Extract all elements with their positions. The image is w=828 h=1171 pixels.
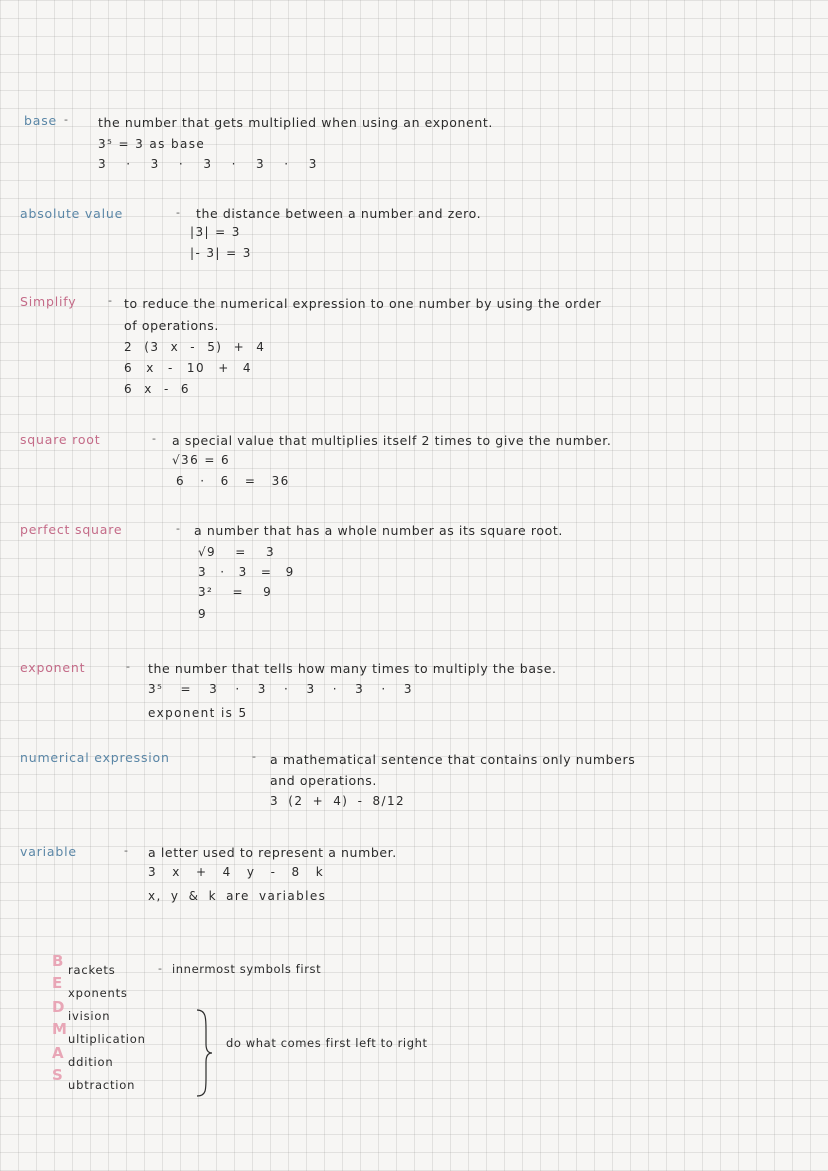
dash: - xyxy=(64,113,68,126)
mnemonic-word: xponents xyxy=(68,986,128,1000)
dash: - xyxy=(176,522,180,535)
mnemonic-word: ddition xyxy=(68,1055,114,1069)
example-line: √36 = 6 xyxy=(172,453,231,467)
definition-continued: of operations. xyxy=(124,318,219,333)
term-label: base xyxy=(24,113,57,128)
definition: a mathematical sentence that contains only numbers xyxy=(270,752,636,767)
mnemonic-letter: M xyxy=(52,1020,67,1038)
brace-note: do what comes first left to right xyxy=(226,1036,428,1050)
example-line: 3 x + 4 y - 8 k xyxy=(148,865,325,879)
curly-brace-icon xyxy=(194,1008,214,1098)
term-label: variable xyxy=(20,844,77,859)
term-label: perfect square xyxy=(20,522,123,537)
example-line: 9 xyxy=(198,607,208,621)
mnemonic-word: rackets xyxy=(68,963,116,977)
example-line: 3 · 3 = 9 xyxy=(198,565,295,579)
example-line: 3 (2 + 4) - 8/12 xyxy=(270,794,406,808)
dash: - xyxy=(152,432,156,445)
mnemonic-note: innermost symbols first xyxy=(172,962,322,976)
example-line: 6 · 6 = 36 xyxy=(176,474,290,488)
mnemonic-word: ultiplication xyxy=(68,1032,146,1046)
example-line: exponent is 5 xyxy=(148,706,248,720)
mnemonic-letter: S xyxy=(52,1066,63,1084)
mnemonic-letter: B xyxy=(52,952,64,970)
term-label: exponent xyxy=(20,660,86,675)
mnemonic-letter: A xyxy=(52,1044,64,1062)
example-line: 3 · 3 · 3 · 3 · 3 xyxy=(98,157,318,171)
definition: to reduce the numerical expression to one number by using the order xyxy=(124,296,602,311)
dash: - xyxy=(158,962,162,975)
example-line: 6 x - 10 + 4 xyxy=(124,361,252,375)
term-label: numerical expression xyxy=(20,750,170,765)
dash: - xyxy=(126,660,130,673)
example-line: 2 (3 x - 5) + 4 xyxy=(124,340,266,354)
dash: - xyxy=(124,844,128,857)
example-line: |3| = 3 xyxy=(190,225,241,239)
definition-continued: and operations. xyxy=(270,773,377,788)
dash: - xyxy=(176,206,180,219)
example-line: 6 x - 6 xyxy=(124,382,190,396)
definition: the number that tells how many times to multiply the base. xyxy=(148,661,557,676)
example-line: 3⁵ = 3 as base xyxy=(98,137,206,151)
example-line: √9 = 3 xyxy=(198,545,275,559)
definition: the number that gets multiplied when using an exponent. xyxy=(98,115,493,130)
term-label: square root xyxy=(20,432,101,447)
example-line: x, y & k are variables xyxy=(148,889,327,903)
mnemonic-word: ivision xyxy=(68,1009,111,1023)
definition: a special value that multiplies itself 2 times to give the number. xyxy=(172,433,612,448)
dash: - xyxy=(108,294,112,307)
term-label: absolute value xyxy=(20,206,124,221)
example-line: |- 3| = 3 xyxy=(190,246,252,260)
definition: the distance between a number and zero. xyxy=(196,206,482,221)
term-label: Simplify xyxy=(20,294,77,309)
dash: - xyxy=(252,750,256,763)
mnemonic-letter: D xyxy=(52,998,65,1016)
definition: a number that has a whole number as its square root. xyxy=(194,523,563,538)
example-line: 3⁵ = 3 · 3 · 3 · 3 · 3 xyxy=(148,682,413,696)
mnemonic-word: ubtraction xyxy=(68,1078,136,1092)
mnemonic-letter: E xyxy=(52,974,63,992)
definition: a letter used to represent a number. xyxy=(148,845,397,860)
example-line: 3² = 9 xyxy=(198,585,273,599)
